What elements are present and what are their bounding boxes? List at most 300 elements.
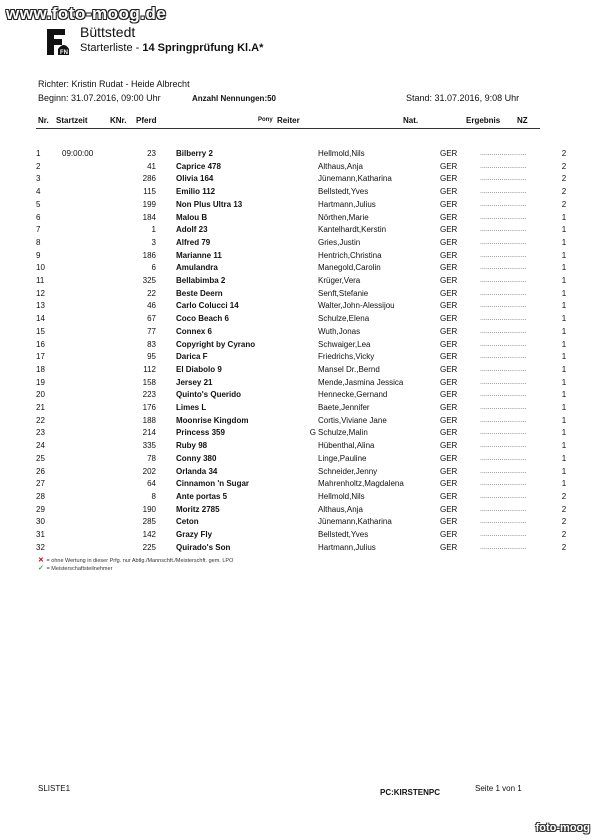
row-nr: 20 <box>36 390 45 400</box>
event-location: Büttstedt <box>80 24 136 40</box>
footer-pc: PC:KIRSTENPC <box>380 788 441 797</box>
row-knr: 67 <box>147 314 156 324</box>
row-pferd: Princess 359 <box>176 428 225 438</box>
row-nat: GER <box>440 364 458 374</box>
row-nz: 2 <box>561 542 567 552</box>
row-ergebnis: ........................ <box>480 302 527 310</box>
row-reiter: Hennecke,Gernand <box>318 390 388 400</box>
row-nr: 12 <box>36 288 45 298</box>
check-icon: ✓ <box>38 565 44 572</box>
row-nz: 2 <box>561 504 567 514</box>
row-reiter: Cortis,Viviane Jane <box>318 415 387 425</box>
col-nz: NZ <box>517 116 528 125</box>
row-knr: 225 <box>142 542 156 552</box>
row-pony <box>296 491 318 504</box>
col-nat: Nat. <box>403 116 419 125</box>
row-nat: GER <box>440 415 458 425</box>
row-nr: 31 <box>36 530 45 540</box>
row-knr: 78 <box>147 453 156 463</box>
row-ergebnis: ........................ <box>480 289 527 297</box>
row-knr: 142 <box>142 530 156 540</box>
row-knr: 8 <box>151 491 156 501</box>
row-pony <box>296 339 318 352</box>
row-knr: 199 <box>142 199 156 209</box>
row-nz: 1 <box>561 403 567 413</box>
row-startzeit <box>62 504 112 517</box>
row-pferd: Cinnamon 'n Sugar <box>176 479 250 489</box>
row-nat: GER <box>440 149 458 158</box>
row-startzeit <box>62 415 112 428</box>
row-knr: 176 <box>142 403 156 413</box>
row-knr: 188 <box>142 415 156 425</box>
row-knr: 1 <box>151 225 156 235</box>
row-nr: 10 <box>36 263 45 273</box>
row-pferd: Bellabimba 2 <box>176 276 226 286</box>
competition-name: 14 Springprüfung Kl.A* <box>142 42 264 54</box>
row-pony <box>296 326 318 339</box>
row-reiter: Wuth,Jonas <box>318 326 361 336</box>
row-pony <box>296 504 318 517</box>
judges: Richter: Kristin Rudat - Heide Albrecht <box>38 79 190 89</box>
row-pferd: Olivia 164 <box>176 174 214 184</box>
row-reiter: Bellstedt,Yves <box>318 530 369 540</box>
row-nat: GER <box>440 339 458 349</box>
row-pony <box>296 402 318 415</box>
row-ergebnis: ........................ <box>480 543 527 551</box>
row-pony <box>296 415 318 428</box>
row-pony <box>296 364 318 377</box>
row-pferd: Beste Deern <box>176 288 223 298</box>
row-pony: G <box>309 428 316 438</box>
row-pony <box>296 186 318 199</box>
row-nz: 1 <box>561 466 567 476</box>
row-nat: GER <box>440 212 458 222</box>
row-pferd: Carlo Colucci 14 <box>176 301 239 311</box>
legend-no-rating-text: = ohne Wertung in dieser Prfg. nur Abtlg./Mannschft./Meisterschft. gem. LPO <box>46 558 234 564</box>
row-pferd: Quinto's Querido <box>176 390 242 400</box>
svg-text:FN: FN <box>60 50 68 56</box>
row-reiter: Gries,Justin <box>318 237 361 247</box>
row-pferd: Non Plus Ultra 13 <box>176 199 243 209</box>
row-pferd: Alfred 79 <box>176 237 211 247</box>
row-pony <box>296 440 318 453</box>
row-nr: 8 <box>36 237 41 247</box>
row-nr: 16 <box>36 339 45 349</box>
table-row <box>36 516 576 529</box>
row-startzeit <box>62 516 112 529</box>
row-reiter: Nörthen,Marie <box>318 212 369 222</box>
legend-championship-text: = Meisterschaftsteilnehmer <box>46 566 113 572</box>
row-nr: 18 <box>36 364 45 374</box>
col-knr: KNr. <box>110 116 127 125</box>
footer-list-id: SLISTE1 <box>38 784 71 793</box>
table-row <box>36 186 576 199</box>
row-startzeit <box>62 199 112 212</box>
row-nat: GER <box>440 504 458 514</box>
table-row <box>36 504 576 517</box>
start-time: Beginn: 31.07.2016, 09:00 Uhr <box>38 93 161 103</box>
row-knr: 22 <box>147 288 156 298</box>
row-reiter: Friedrichs,Vicky <box>318 352 375 362</box>
row-knr: 77 <box>147 326 156 336</box>
table-row <box>36 313 576 326</box>
header-rule <box>36 128 540 129</box>
row-startzeit <box>62 351 112 364</box>
row-nz: 1 <box>561 314 567 324</box>
row-ergebnis: ........................ <box>480 429 527 437</box>
row-pferd: Moonrise Kingdom <box>176 415 249 425</box>
row-ergebnis: ........................ <box>480 518 527 526</box>
row-nr: 21 <box>36 403 45 413</box>
row-startzeit <box>62 402 112 415</box>
row-nr: 26 <box>36 466 45 476</box>
row-startzeit <box>62 478 112 491</box>
row-reiter: Senft,Stefanie <box>318 288 369 298</box>
row-nz: 1 <box>561 441 567 451</box>
row-nat: GER <box>440 542 458 552</box>
row-nz: 2 <box>561 149 567 158</box>
row-nr: 4 <box>36 187 41 197</box>
row-pferd: Bilberry 2 <box>176 149 213 158</box>
row-knr: 190 <box>142 504 156 514</box>
row-ergebnis: ........................ <box>480 315 527 323</box>
table-row <box>36 529 576 542</box>
row-nr: 11 <box>36 276 45 286</box>
row-nat: GER <box>440 187 458 197</box>
col-pferd: Pferd <box>136 116 157 125</box>
table-row <box>36 250 576 263</box>
row-startzeit <box>62 326 112 339</box>
row-reiter: Hellmold,Nils <box>318 491 365 501</box>
table-row <box>36 161 576 174</box>
row-reiter: Baete,Jennifer <box>318 403 370 413</box>
row-knr: 115 <box>143 187 156 197</box>
row-startzeit <box>62 173 112 186</box>
table-row <box>36 148 576 161</box>
table-row <box>36 453 576 466</box>
row-pony <box>296 212 318 225</box>
row-nat: GER <box>440 174 458 184</box>
row-ergebnis: ........................ <box>480 226 527 234</box>
row-nat: GER <box>440 466 458 476</box>
row-startzeit <box>62 491 112 504</box>
row-nat: GER <box>440 441 458 451</box>
row-ergebnis: ........................ <box>480 340 527 348</box>
row-pony <box>296 300 318 313</box>
row-startzeit <box>62 224 112 237</box>
watermark: www.foto-moog.de <box>6 4 167 23</box>
table-row <box>36 440 576 453</box>
cross-icon: ✕ <box>38 557 44 564</box>
row-nz: 1 <box>561 326 567 336</box>
row-nz: 1 <box>561 263 567 273</box>
row-startzeit <box>62 529 112 542</box>
row-pony <box>296 288 318 301</box>
row-pony <box>296 313 318 326</box>
row-pony <box>296 529 318 542</box>
row-nat: GER <box>440 352 458 362</box>
row-startzeit <box>62 466 112 479</box>
row-nr: 9 <box>36 250 41 260</box>
row-reiter: Kantelhardt,Kerstin <box>318 225 387 235</box>
row-knr: 223 <box>142 390 156 400</box>
row-reiter: Jünemann,Katharina <box>318 174 392 184</box>
row-nat: GER <box>440 161 458 171</box>
row-pony <box>296 161 318 174</box>
table-row <box>36 173 576 186</box>
row-nz: 1 <box>561 479 567 489</box>
row-pferd: Quirado's Son <box>176 542 231 552</box>
row-ergebnis: ........................ <box>480 327 527 335</box>
row-startzeit <box>62 440 112 453</box>
row-nat: GER <box>440 288 458 298</box>
row-knr: 46 <box>147 301 156 311</box>
row-pony <box>296 478 318 491</box>
row-nz: 1 <box>561 377 567 387</box>
table-row <box>36 364 576 377</box>
row-pony <box>296 148 318 161</box>
table-row <box>36 389 576 402</box>
row-knr: 285 <box>142 517 156 527</box>
row-reiter: Hentrich,Christina <box>318 250 382 260</box>
row-nr: 30 <box>36 517 45 527</box>
table-row <box>36 402 576 415</box>
row-nr: 25 <box>36 453 45 463</box>
row-nz: 1 <box>561 428 567 438</box>
row-pony <box>296 237 318 250</box>
row-pferd: Amulandra <box>176 263 218 273</box>
table-row <box>36 199 576 212</box>
row-pony <box>296 377 318 390</box>
row-reiter: Althaus,Anja <box>318 504 363 514</box>
row-pferd: Marianne 11 <box>176 250 222 260</box>
row-nat: GER <box>440 276 458 286</box>
row-nr: 32 <box>36 542 45 552</box>
row-nat: GER <box>440 377 458 387</box>
table-row <box>36 339 576 352</box>
row-knr: 158 <box>142 377 156 387</box>
row-ergebnis: ........................ <box>480 365 527 373</box>
row-pferd: Orlanda 34 <box>176 466 218 476</box>
row-ergebnis: ........................ <box>480 238 527 246</box>
row-nr: 1 <box>36 149 41 158</box>
col-ergebnis: Ergebnis <box>466 116 501 125</box>
row-reiter: Schneider,Jenny <box>318 466 378 476</box>
row-nat: GER <box>440 199 458 209</box>
row-nat: GER <box>440 453 458 463</box>
row-knr: 41 <box>147 161 156 171</box>
row-ergebnis: ........................ <box>480 264 527 272</box>
row-pony <box>296 173 318 186</box>
row-pferd: Copyright by Cyrano <box>176 339 256 349</box>
row-knr: 83 <box>147 339 156 349</box>
row-ergebnis: ........................ <box>480 391 527 399</box>
row-nz: 1 <box>561 225 567 235</box>
table-row <box>36 224 576 237</box>
col-startzeit: Startzeit <box>56 116 88 125</box>
row-pferd: Jersey 21 <box>176 377 213 387</box>
row-startzeit <box>62 161 112 174</box>
row-ergebnis: ........................ <box>480 277 527 285</box>
row-startzeit <box>62 339 112 352</box>
row-ergebnis: ........................ <box>480 404 527 412</box>
row-ergebnis: ........................ <box>480 213 527 221</box>
row-nat: GER <box>440 225 458 235</box>
row-nz: 1 <box>561 276 567 286</box>
col-nr: Nr. <box>38 116 49 125</box>
row-pferd: Coco Beach 6 <box>176 314 229 324</box>
row-nr: 15 <box>36 326 45 336</box>
row-knr: 286 <box>142 174 156 184</box>
row-pony <box>296 542 318 555</box>
list-title <box>80 42 263 54</box>
row-knr: 335 <box>142 441 156 451</box>
row-knr: 3 <box>151 237 156 247</box>
row-reiter: Hellmold,Nils <box>318 149 365 158</box>
row-pferd: Ceton <box>176 517 199 527</box>
row-nr: 13 <box>36 301 45 311</box>
row-startzeit <box>62 389 112 402</box>
row-reiter: Schulze,Malin <box>318 428 368 438</box>
row-knr: 112 <box>143 364 156 374</box>
row-knr: 6 <box>151 263 156 273</box>
row-pony <box>296 262 318 275</box>
list-type: Starterliste - <box>80 42 140 54</box>
row-nr: 22 <box>36 415 45 425</box>
row-pferd: Emilio 112 <box>176 187 216 197</box>
row-pferd: Connex 6 <box>176 326 213 336</box>
row-ergebnis: ........................ <box>480 492 527 500</box>
row-reiter: Schwaiger,Lea <box>318 339 371 349</box>
row-reiter: Linge,Pauline <box>318 453 367 463</box>
row-knr: 64 <box>147 479 156 489</box>
row-reiter: Hartmann,Julius <box>318 542 376 552</box>
table-row <box>36 212 576 225</box>
row-pony <box>296 275 318 288</box>
row-nat: GER <box>440 301 458 311</box>
row-knr: 184 <box>142 212 156 222</box>
starter-table <box>36 148 576 555</box>
row-nz: 1 <box>561 453 567 463</box>
row-nz: 2 <box>561 491 567 501</box>
row-reiter: Althaus,Anja <box>318 161 363 171</box>
row-ergebnis: ........................ <box>480 416 527 424</box>
row-nr: 27 <box>36 479 45 489</box>
row-ergebnis: ........................ <box>480 251 527 259</box>
row-pony <box>296 453 318 466</box>
row-pferd: Limes L <box>176 403 207 413</box>
row-pony <box>296 389 318 402</box>
footer-page: Seite 1 von 1 <box>475 784 522 793</box>
row-reiter: Jünemann,Katharina <box>318 517 392 527</box>
row-startzeit <box>62 237 112 250</box>
table-row <box>36 237 576 250</box>
row-nr: 3 <box>36 174 41 184</box>
row-ergebnis: ........................ <box>480 480 527 488</box>
row-pony <box>296 199 318 212</box>
table-row <box>36 377 576 390</box>
table-row <box>36 491 576 504</box>
row-nz: 1 <box>561 352 567 362</box>
table-row <box>36 288 576 301</box>
table-row <box>36 427 576 440</box>
row-pferd: Ruby 98 <box>176 441 208 451</box>
row-nz: 2 <box>561 199 567 209</box>
row-nr: 24 <box>36 441 45 451</box>
row-pferd: Adolf 23 <box>176 225 208 235</box>
row-nr: 19 <box>36 377 45 387</box>
row-nr: 29 <box>36 504 45 514</box>
table-row <box>36 300 576 313</box>
entry-count: Anzahl Nennungen:50 <box>192 94 277 103</box>
row-nat: GER <box>440 250 458 260</box>
table-row <box>36 478 576 491</box>
row-ergebnis: ........................ <box>480 353 527 361</box>
row-pony <box>296 516 318 529</box>
row-startzeit <box>62 212 112 225</box>
row-pferd: Grazy Fly <box>176 530 213 540</box>
row-reiter: Walter,John-Alessijou <box>318 301 395 311</box>
row-ergebnis: ........................ <box>480 200 527 208</box>
row-reiter: Schulze,Elena <box>318 314 370 324</box>
row-pferd: Darica F <box>176 352 208 362</box>
col-reiter: Reiter <box>277 116 300 125</box>
row-nat: GER <box>440 263 458 273</box>
row-nat: GER <box>440 530 458 540</box>
row-pferd: Ante portas 5 <box>176 491 228 501</box>
row-knr: 23 <box>147 149 156 158</box>
table-row <box>36 275 576 288</box>
row-startzeit <box>62 313 112 326</box>
row-nat: GER <box>440 428 458 438</box>
row-nr: 6 <box>36 212 41 222</box>
row-pferd: Moritz 2785 <box>176 504 220 514</box>
table-row <box>36 262 576 275</box>
row-nat: GER <box>440 479 458 489</box>
row-nr: 2 <box>36 161 41 171</box>
row-pony <box>296 250 318 263</box>
row-startzeit <box>62 542 112 555</box>
row-pferd: Caprice 478 <box>176 161 221 171</box>
row-knr: 186 <box>142 250 156 260</box>
row-startzeit <box>62 288 112 301</box>
status-time: Stand: 31.07.2016, 9:08 Uhr <box>406 93 520 103</box>
row-reiter: Krüger,Vera <box>318 276 361 286</box>
row-nr: 14 <box>36 314 45 324</box>
row-knr: 214 <box>142 428 156 438</box>
row-reiter: Mende,Jasmina Jessica <box>318 377 404 387</box>
row-nr: 17 <box>36 352 45 362</box>
legend-no-rating <box>38 556 233 564</box>
row-pony <box>296 466 318 479</box>
row-startzeit <box>62 427 112 440</box>
row-nat: GER <box>440 517 458 527</box>
row-nz: 1 <box>561 250 567 260</box>
row-startzeit <box>62 300 112 313</box>
row-ergebnis: ........................ <box>480 150 527 157</box>
row-nz: 2 <box>561 530 567 540</box>
row-reiter: Mansel Dr.,Bernd <box>318 364 380 374</box>
row-pferd: Malou B <box>176 212 208 222</box>
row-nz: 1 <box>561 301 567 311</box>
row-nz: 2 <box>561 161 567 171</box>
row-nr: 23 <box>36 428 45 438</box>
row-nat: GER <box>440 403 458 413</box>
row-pferd: El Diabolo 9 <box>176 364 222 374</box>
row-nr: 28 <box>36 491 45 501</box>
row-startzeit <box>62 377 112 390</box>
table-row <box>36 415 576 428</box>
